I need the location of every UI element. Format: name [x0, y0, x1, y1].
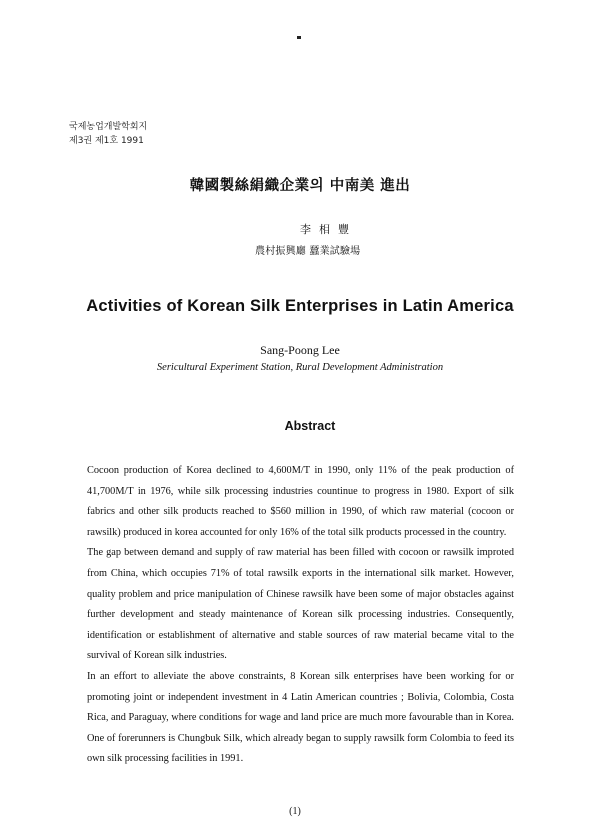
abstract-paragraph-2: The gap between demand and supply of raw material has been filled with cocoon or rawsilk improted from China, which occupies 71% of total rawsilk exports in the international silk market. However, quality problem and price manipulation of Chinese rawsilk have been some of major obstacles against further development and steady maintenance of Korean silk processing industries. Consequently, identification or establishment of alternative and stable sources of raw material became vital to the survival of Korean silk industries. — [87, 547, 514, 662]
abstract-paragraph-1: Cocoon production of Korea declined to 4,600M/T in 1990, only 11% of the peak production of 41,700M/T in 1976, while silk processing industries countinue to progress in 1980. Export of silk fabrics and other silk products reached to $560 million in 1990, of which raw material (cocoon or rawsilk) produced in korea accounted for only 16% of the total silk products processed in the country. — [87, 465, 514, 538]
journal-volume-issue: 제3권 제1호 1991 — [69, 136, 144, 146]
abstract-paragraph-3: In an effort to alleviate the above constraints, 8 Korean silk enterprises have been working for or promoting joint or independent investment in 4 Latin American countries ; Bolivia, Colombia, Costa Rica, and Paraguay, where conditions for wage and land price are much more favourable than in Korea. One of forerunners is Chungbuk Silk, which already began to supply rawsilk form Colombia to feed its own silk processing facilities in 1991. — [87, 670, 514, 765]
english-title: Activities of Korean Silk Enterprises in Latin America — [86, 297, 514, 315]
journal-name: 국제농업개발학회지 — [69, 122, 148, 132]
abstract-body — [87, 461, 514, 770]
korean-title: 韓國製絲絹織企業의 中南美 進出 — [189, 178, 411, 194]
abstract-heading: Abstract — [284, 419, 336, 433]
page-number: (1) — [289, 806, 301, 817]
korean-affiliation: 農村振興廳 蠶業試驗場 — [255, 246, 361, 257]
english-affiliation: Sericultural Experiment Station, Rural Development Administration — [156, 362, 444, 373]
english-author: Sang-Poong Lee — [260, 343, 340, 357]
journal-header — [69, 120, 147, 148]
print-speck — [297, 36, 301, 39]
korean-author: 李相豐 — [300, 223, 357, 236]
